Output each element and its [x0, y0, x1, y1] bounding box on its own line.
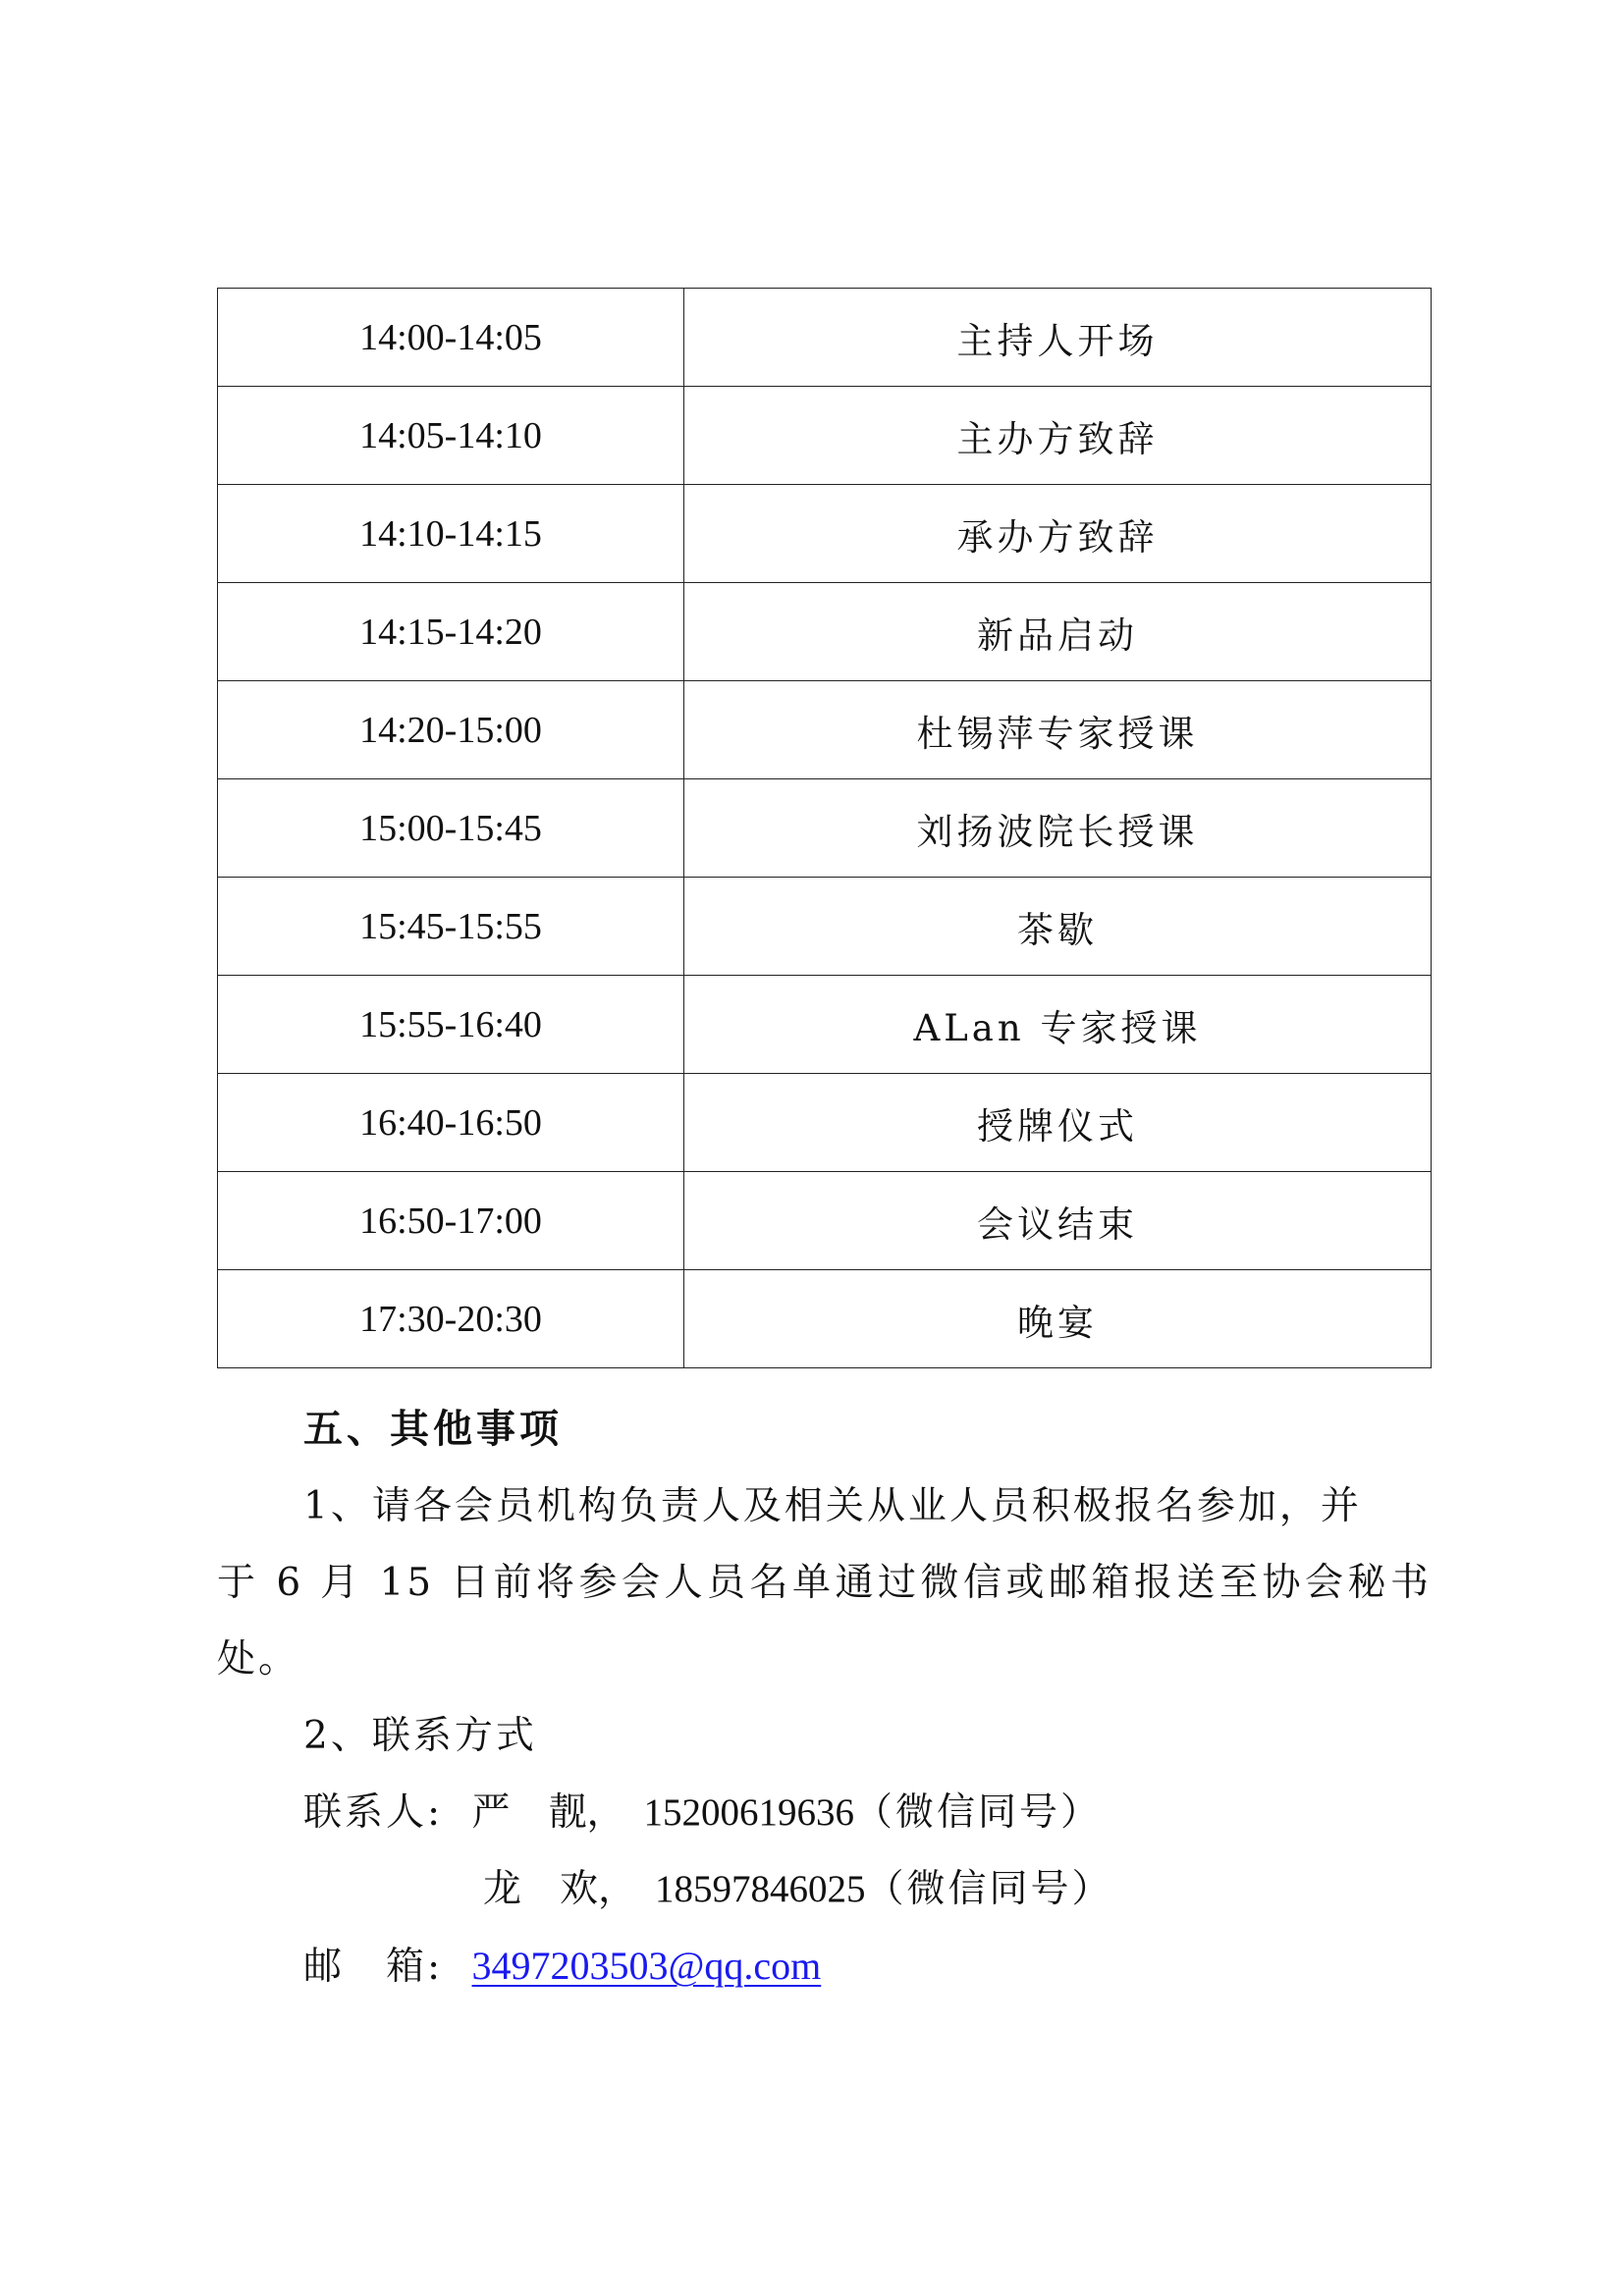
- table-row: [218, 485, 1432, 583]
- time-cell: 16:50-17:00: [218, 1172, 684, 1270]
- time-cell: 14:15-14:20: [218, 583, 684, 681]
- time-cell: 14:10-14:15: [218, 485, 684, 583]
- item-cell: ALan 专家授课: [684, 976, 1432, 1074]
- time-cell: 14:05-14:10: [218, 387, 684, 485]
- item1-line2: 于 6 月 15 日前将参会人员名单通过微信或邮箱报送至协会秘书: [217, 1561, 1432, 1605]
- contact-phone: 15200619636: [643, 1791, 855, 1834]
- table-row: [218, 779, 1432, 878]
- table-row: [218, 289, 1432, 387]
- contact-note: （微信同号）: [854, 1790, 1103, 1835]
- table-row: [218, 878, 1432, 976]
- table-row: [218, 976, 1432, 1074]
- item-cell: 新品启动: [684, 583, 1432, 681]
- contact-phone: 18597846025: [655, 1868, 866, 1910]
- contact-name: 龙 欢，: [483, 1867, 637, 1911]
- table-row: [218, 1074, 1432, 1172]
- table-row: [218, 583, 1432, 681]
- item-cell: 晚宴: [684, 1270, 1432, 1368]
- email-label: 邮 箱:: [303, 1945, 444, 1989]
- email-row: [217, 1928, 1518, 2005]
- time-cell: 14:00-14:05: [218, 289, 684, 387]
- table-row: [218, 1172, 1432, 1270]
- item1-line3: 处。: [217, 1637, 300, 1682]
- table-row: [218, 681, 1432, 779]
- email-link[interactable]: 3497203503@qq.com: [471, 1944, 822, 1988]
- time-cell: 15:00-15:45: [218, 779, 684, 878]
- time-cell: 15:55-16:40: [218, 976, 684, 1074]
- item1-line1: 1、请各会员机构负责人及相关从业人员积极报名参加，并: [303, 1484, 1362, 1528]
- time-cell: 14:20-15:00: [218, 681, 684, 779]
- time-cell: 17:30-20:30: [218, 1270, 684, 1368]
- table-row: [218, 1270, 1432, 1368]
- schedule-table: [217, 288, 1432, 1368]
- item-cell: 刘扬波院长授课: [684, 779, 1432, 878]
- time-cell: 16:40-16:50: [218, 1074, 684, 1172]
- item-cell: 承办方致辞: [684, 485, 1432, 583]
- item-cell: 杜锡萍专家授课: [684, 681, 1432, 779]
- contact-row: [217, 1851, 1624, 1928]
- item-cell: 主持人开场: [684, 289, 1432, 387]
- contact-name: 严 靓，: [471, 1790, 625, 1835]
- item2-title: 2、联系方式: [303, 1714, 537, 1758]
- section-heading: 五、其他事项: [303, 1407, 563, 1452]
- table-row: [218, 387, 1432, 485]
- item-cell: 主办方致辞: [684, 387, 1432, 485]
- item-cell: 授牌仪式: [684, 1074, 1432, 1172]
- item-cell: 会议结束: [684, 1172, 1432, 1270]
- item-cell: 茶歇: [684, 878, 1432, 976]
- time-cell: 15:45-15:55: [218, 878, 684, 976]
- contact-row: [217, 1775, 1518, 1851]
- contact-label: 联系人:: [303, 1790, 444, 1835]
- contact-note: （微信同号）: [865, 1867, 1113, 1911]
